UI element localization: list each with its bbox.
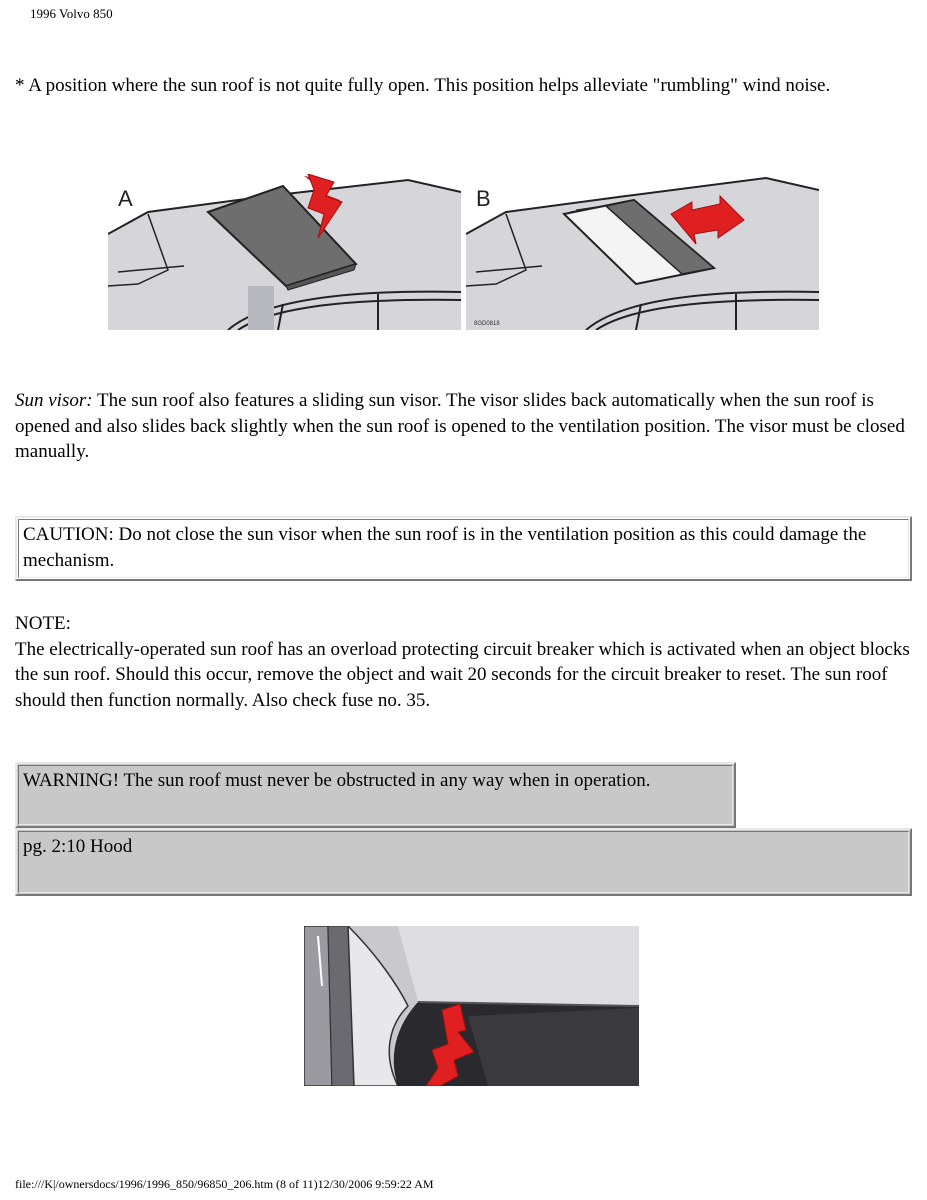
- note-block: [15, 611, 910, 713]
- page-header: 1996 Volvo 850: [30, 6, 113, 21]
- warning-text: WARNING! The sun roof must never be obstructed in any way when in operation.: [23, 770, 651, 791]
- warning-box: [15, 762, 736, 828]
- panel-b-label: B: [476, 186, 491, 211]
- sun-visor-lead: Sun visor:: [15, 390, 93, 411]
- hood-section-title: pg. 2:10 Hood: [23, 836, 133, 857]
- note-text: The electrically-operated sun roof has an overload protecting circuit breaker which is activated when an object blocks the sun roof. Should this occur, remove the object and wait 20 seconds for the circuit breaker to reset. The sun roof should then function normally. Also check fuse no. 35.: [15, 638, 910, 711]
- sunroof-figure-b: [466, 174, 819, 330]
- caution-box: [15, 516, 912, 581]
- figure-code: 8GD0818: [474, 321, 500, 327]
- note-heading: NOTE:: [15, 613, 71, 634]
- sun-visor-paragraph: [15, 388, 910, 465]
- caution-text: CAUTION: Do not close the sun visor when the sun roof is in the ventilation position as this could damage the mechanism.: [23, 524, 867, 571]
- panel-a-label: A: [118, 186, 133, 211]
- hood-section-box: [15, 828, 912, 896]
- sunroof-figure-a: [108, 174, 461, 330]
- hood-release-figure: [288, 926, 639, 1086]
- intro-paragraph: * A position where the sun roof is not quite fully open. This position helps alleviate "rumbling" wind noise.: [15, 75, 831, 96]
- page-footer: file:///K|/ownersdocs/1996/1996_850/96850_206.htm (8 of 11)12/30/2006 9:59:22 AM: [15, 1177, 434, 1191]
- sun-visor-text: The sun roof also features a sliding sun visor. The visor slides back automatically when the sun roof is opened and also slides back slightly when the sun roof is opened to the ventilation position. The visor must be closed manually.: [15, 390, 905, 462]
